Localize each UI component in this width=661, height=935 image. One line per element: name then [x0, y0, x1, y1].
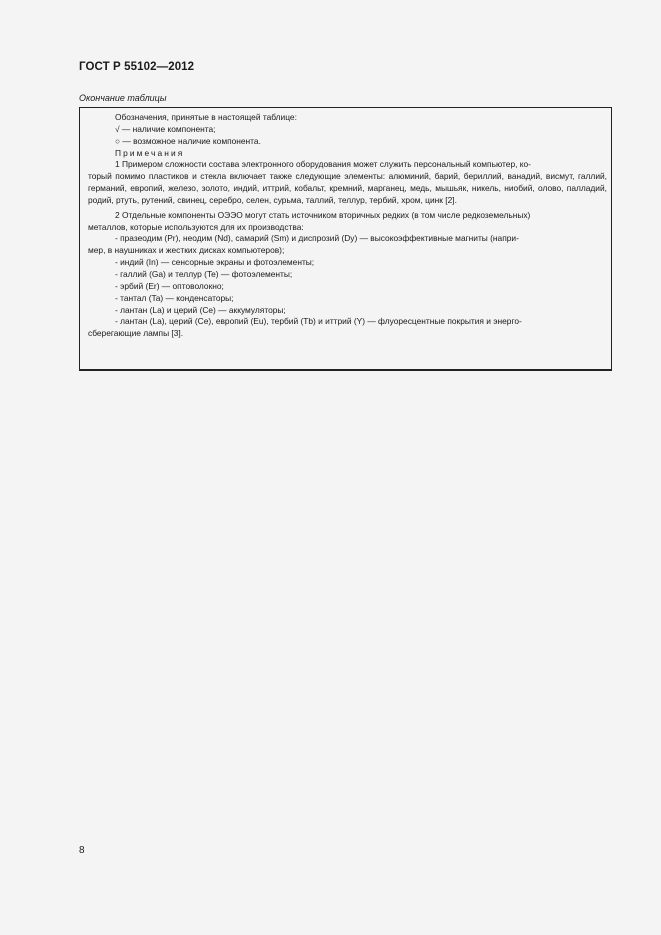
note-2-first-line: 2 Отдельные компоненты ОЭЭО могут стать источником вторичных редких (в том числе редкоземельных)	[115, 209, 531, 220]
list-item-lanthanum: - лантан (La) и церий (Ce) — аккумуляторы;	[115, 304, 286, 315]
note-1-continued: торый помимо пластиков и стекла включает также следующие элементы: алюминий, барий, бериллий, ванадий, висмут, галлий, германий, европий, железо, золото, индий, иттрий, кобальт, кремний, марганец, медь, мышьяк, никель, ниобий, олово, палладий, родий, ртуть, рутений, свинец, серебро, селен, сурьма, таллий, теллур, тербий, хром, цинк [2].	[88, 171, 607, 205]
list-item-indium: - индий (In) — сенсорные экраны и фотоэлементы;	[115, 257, 315, 268]
list-item-magnets: - празеодим (Pr), неодим (Nd), самарий (Sm) и диспрозий (Dy) — высокоэффективные магниты (напри-	[115, 233, 519, 244]
list-item-gallium: - галлий (Ga) и теллур (Te) — фотоэлементы;	[115, 268, 293, 279]
page-number: 8	[79, 845, 85, 856]
note-1-first-line: 1 Примером сложности состава электронного оборудования может служить персональный компьютер, ко-	[115, 159, 531, 170]
legend-title: Обозначения, принятые в настоящей таблице:	[115, 112, 297, 122]
list-item-erbium: - эрбий (Er) — оптоволокно;	[115, 280, 224, 291]
legend-present: √ — наличие компонента;	[115, 123, 216, 134]
list-item-phosphors: - лантан (La), церий (Ce), европий (Eu), тербий (Tb) и иттрий (Y) — флуоресцентные покрытия и энерго-	[115, 316, 522, 327]
legend-possible: ○ — возможное наличие компонента.	[115, 135, 261, 146]
table-caption: Окончание таблицы	[79, 93, 167, 103]
list-item-tantalum: - тантал (Ta) — конденсаторы;	[115, 292, 234, 303]
list-item-magnets-continued: мер, в наушниках и жестких дисках компьютеров);	[88, 245, 285, 256]
note-2-continued: металлов, которые используются для их производства:	[88, 221, 304, 232]
notes-heading: Примечания	[115, 147, 185, 158]
list-item-phosphors-continued: сберегающие лампы [3].	[88, 328, 184, 339]
document-code: ГОСТ Р 55102—2012	[79, 61, 195, 73]
table-notes-box	[79, 107, 612, 371]
